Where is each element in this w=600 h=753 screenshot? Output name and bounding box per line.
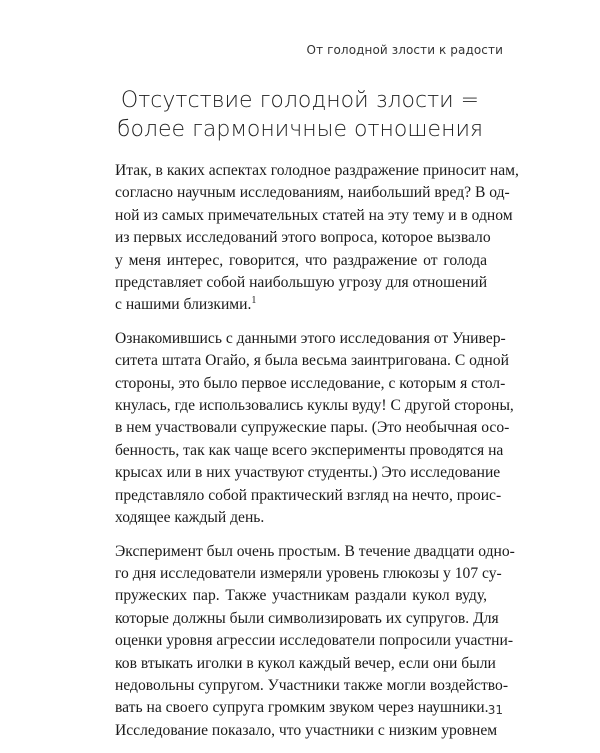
text-line: Ознакомившись с данными этого исследования от Универ- — [115, 329, 506, 347]
text-line: из первых исследований этого вопроса, которое вызвало — [115, 229, 491, 247]
text-line: пружеских пар. Также участникам раздали кукол вуду, — [115, 587, 487, 605]
page-number: 31 — [487, 703, 503, 717]
section-title-line: более гармоничные отношения — [117, 117, 483, 142]
text-line: го дня исследователи измеряли уровень глюкозы у 107 су- — [115, 564, 502, 582]
text-line: которые должны были символизировать их супругов. Для — [115, 609, 499, 627]
text-line: согласно научным исследованиям, наибольший вред? В од- — [115, 184, 510, 202]
text-line: в нем участвовали супружеские пары. (Это необычная осо- — [115, 419, 510, 437]
running-head: От голодной злости к радости — [306, 43, 503, 57]
paragraph — [115, 328, 514, 530]
text-line: крысах или в них участвуют студенты.) Это исследование — [115, 464, 501, 482]
paragraph — [115, 160, 519, 317]
text-line: ходящее каждый день. — [115, 509, 265, 527]
text-line — [115, 294, 487, 316]
section-title-line: Отсутствие голодной злости = — [120, 88, 480, 113]
section-title — [100, 86, 500, 144]
text-line: Итак, в каких аспектах голодное раздражение приносит нам, — [115, 162, 519, 179]
text-line: представляло собой практический взгляд на нечто, проис- — [115, 486, 502, 504]
text-line: ситета штата Огайо, я была весьма заинтригована. С одной — [115, 352, 509, 370]
text-line: вать на своего супруга громким звуком через наушники. — [115, 699, 489, 717]
text-line: оценки уровня агрессии исследователи попросили участни- — [115, 632, 514, 650]
text-line: ной из самых примечательных статей на эту тему и в одном — [115, 206, 513, 224]
text-line: ков втыкать иголки в кукол каждый вечер, если они были — [115, 654, 496, 672]
text-line: недовольны супругом. Участники также могли воздейство- — [115, 676, 509, 694]
text-line: Эксперимент был очень простым. В течение двадцати одно- — [115, 542, 515, 560]
text-line: кнулась, где использовались куклы вуду! С другой стороны, — [115, 397, 514, 415]
text-line: представляет собой наибольшую угрозу для отношений — [115, 274, 488, 292]
footnote-mark[interactable]: 1 — [251, 295, 257, 307]
text-line: у меня интерес, говорится, что раздражение от голода — [115, 251, 487, 269]
text-line: бенность, так как чаще всего эксперименты проводятся на — [115, 441, 504, 459]
text-line: Исследование показало, что участники с низким уровнем — [115, 721, 498, 739]
text-line-content: с нашими близкими. — [115, 296, 252, 314]
text-line: стороны, это было первое исследование, с которым я стол- — [115, 374, 506, 392]
